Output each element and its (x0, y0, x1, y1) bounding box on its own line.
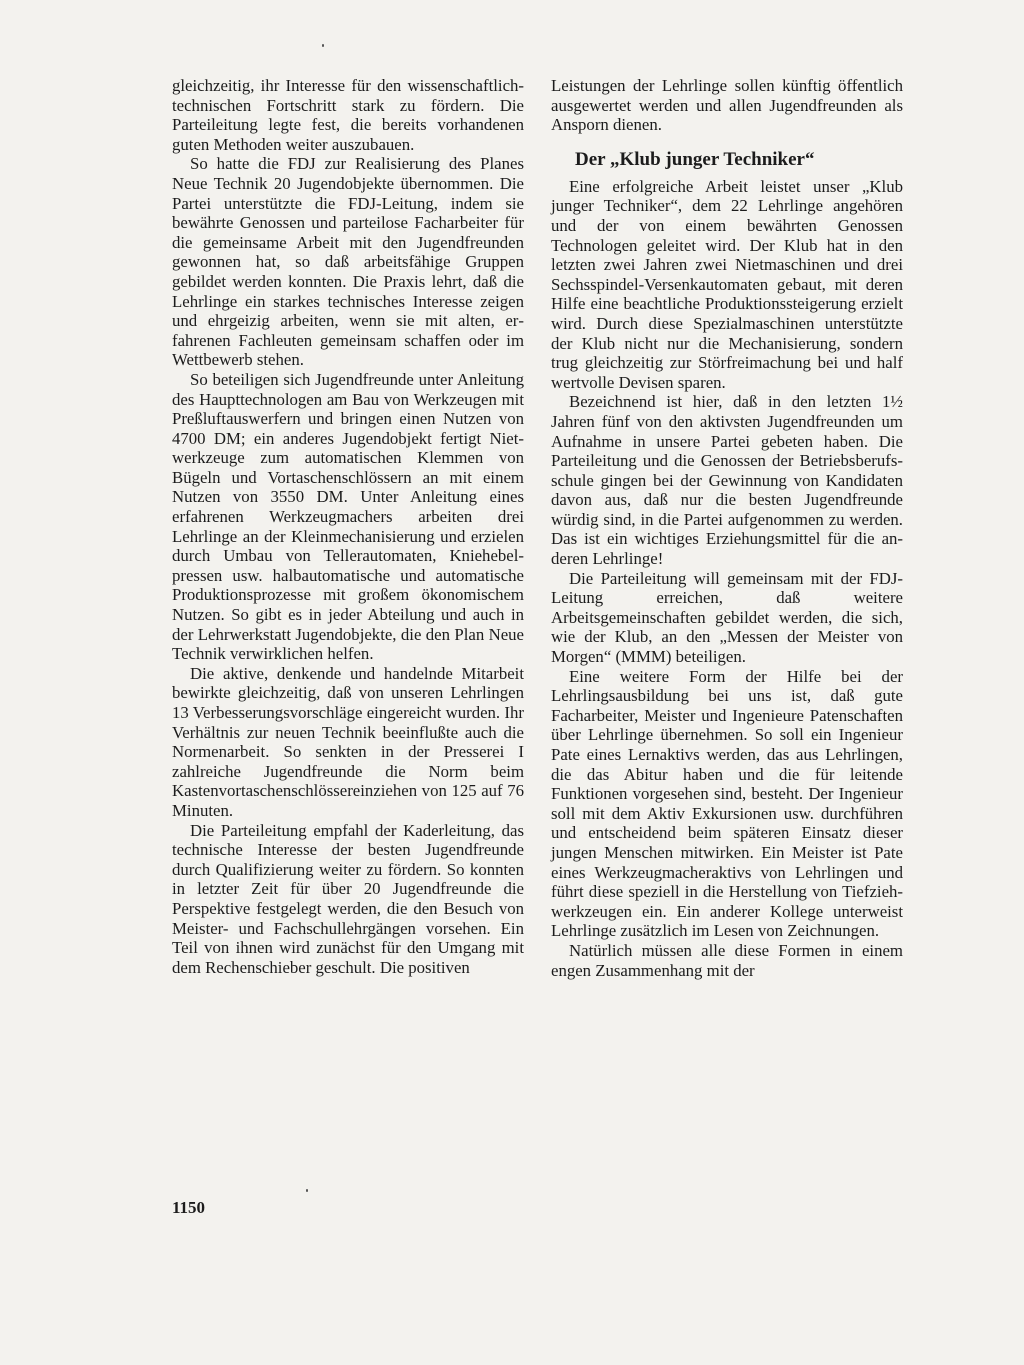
left-paragraph-1: gleichzeitig, ihr Interesse für den wissenschaftlich-technischen Fortschritt stark zu fördern. Die Parteileitung legte fest, die bereits vorhandenen guten Methoden weiter auszubauen. (172, 76, 524, 154)
right-paragraph-5: Natürlich müssen alle diese Formen in einem engen Zusammenhang mit der (551, 940, 903, 980)
right-intro-paragraph: Leistungen der Lehrlinge sollen künftig öffentlich ausgewertet werden und allen Jugendfreunden als Ansporn dienen. (551, 76, 903, 135)
right-paragraph-4: Eine weitere Form der Hilfe bei der Lehrlingsausbildung bei uns ist, daß gute Facharbeiter, Meister und Ingenieure Patenschaften über Lehrlinge übernehmen. So soll ein Ingenieur Pate eines Lernaktivs werden, das aus Lehrlingen, die das Abitur haben und die für leitende Funktionen vorgesehen sind, besteht. Der Ingenieur soll mit dem Aktiv Exkursionen usw. durchführen und entscheidend beim späteren Einsatz dieser jungen Menschen mitwirken. Ein Meister ist Pate eines Werkzeugmacheraktivs von Lehrlingen und führt diese speziell in die Herstellung von Tiefziehwerkzeugen ein. Ein anderer Kollege unterweist Lehrlinge zusätzlich im Lesen von Zeichnungen. (551, 666, 903, 941)
section-heading: Der „Klub junger Techniker“ (575, 148, 815, 170)
scan-speck (306, 1189, 308, 1192)
right-paragraph-1: Eine erfolgreiche Arbeit leistet unser „Klub junger Techniker“, dem 22 Lehrlinge angehören und der von einem bewährten Genossen Technologen geleitet wird. Der Klub hat in den letzten zwei Jahren zwei Nietmaschinen und drei Sechsspindel-Versenkautomaten gebaut, mit deren Hilfe eine beachtliche Produktionssteigerung erzielt wird. Durch diese Spezialmaschinen unterstützte der Klub nicht nur die Mechanisierung, sondern trug gleichzeitig zur Störfreimachung bei und half wertvolle Devisen sparen. (551, 176, 903, 392)
left-paragraph-2: So hatte die FDJ zur Realisierung des Planes Neue Technik 20 Jugendobjekte übernommen. Die Partei unterstützte die FDJ-Leitung, indem sie bewährte Genossen und parteilose Facharbeiter für die gemeinsame Arbeit mit den Jugendfreunden gewonnen hat, so daß arbeitsfähige Gruppen gebildet werden konnten. Die Praxis lehrt, daß die Lehrlinge ein starkes technisches Interesse zeigen und ehrgeizig arbeiten, wenn sie mit alten, erfahrenen Fachleuten gemeinsam schaffen oder im Wettbewerb stehen. (172, 154, 524, 370)
scan-speck (322, 44, 324, 47)
left-paragraph-5: Die Parteileitung empfahl der Kaderleitung, das technische Interesse der besten Jugendfreunde durch Qualifizierung weiter zu fördern. So konnten in letzter Zeit für über 20 Jugendfreunde die Perspektive festgelegt werden, die den Besuch von Meister- und Fachschullehrgängen vorsehen. Ein Teil von ihnen wird zunächst für den Umgang mit dem Rechenschieber geschult. Die positiven (172, 820, 524, 977)
left-paragraph-4: Die aktive, denkende und handelnde Mitarbeit bewirkte gleichzeitig, daß von unseren Lehrlingen 13 Verbesserungsvorschläge eingereicht wurden. Ihr Verhältnis zur neuen Technik beeinflußte auch die Normenarbeit. So senkten in der Presserei I zahlreiche Jugendfreunde die Norm beim Kastenvortaschenschlössereinziehen von 125 auf 76 Minuten. (172, 663, 524, 820)
right-paragraph-2: Bezeichnend ist hier, daß in den letzten 1½ Jahren fünf von den aktivsten Jugendfreunden um Aufnahme in unsere Partei gebeten haben. Die Parteileitung und die Genossen der Betriebsberufsschule gingen bei der Gewinnung von Kandidaten davon aus, daß nur die besten Jugendfreunde würdig sind, in die Partei aufgenommen zu werden. Das ist ein wichtiges Erziehungsmittel für die anderen Lehrlinge! (551, 392, 903, 569)
right-paragraph-3: Die Parteileitung will gemeinsam mit der FDJ-Leitung erreichen, daß weitere Arbeitsgemeinschaften gebildet werden, die sich, wie der Klub, an den „Messen der Meister von Morgen“ (MMM) beteiligen. (551, 568, 903, 667)
left-paragraph-3: So beteiligen sich Jugendfreunde unter Anleitung des Haupttechnologen am Bau von Werkzeugen mit Preßluftauswerfern und bringen einen Nutzen von 4700 DM; ein anderes Jugendobjekt fertigt Nietwerkzeuge zum automatischen Klemmen von Bügeln und Vortaschenschlössern an mit einem Nutzen von 3550 DM. Unter Anleitung eines erfahrenen Werkzeugmachers arbeiten drei Lehrlinge an der Kleinmechanisierung und erzielen durch Umbau von Tellerautomaten, Kniehebelpressen usw. halbautomatische und automatische Produktionsprozesse mit großem ökonomischem Nutzen. So gibt es in jeder Abteilung und auch in der Lehrwerkstatt Jugendobjekte, die den Plan Neue Technik verwirklichen helfen. (172, 369, 524, 664)
page-number: 1150 (172, 1198, 206, 1217)
left-column (172, 76, 524, 977)
right-column (551, 76, 903, 980)
